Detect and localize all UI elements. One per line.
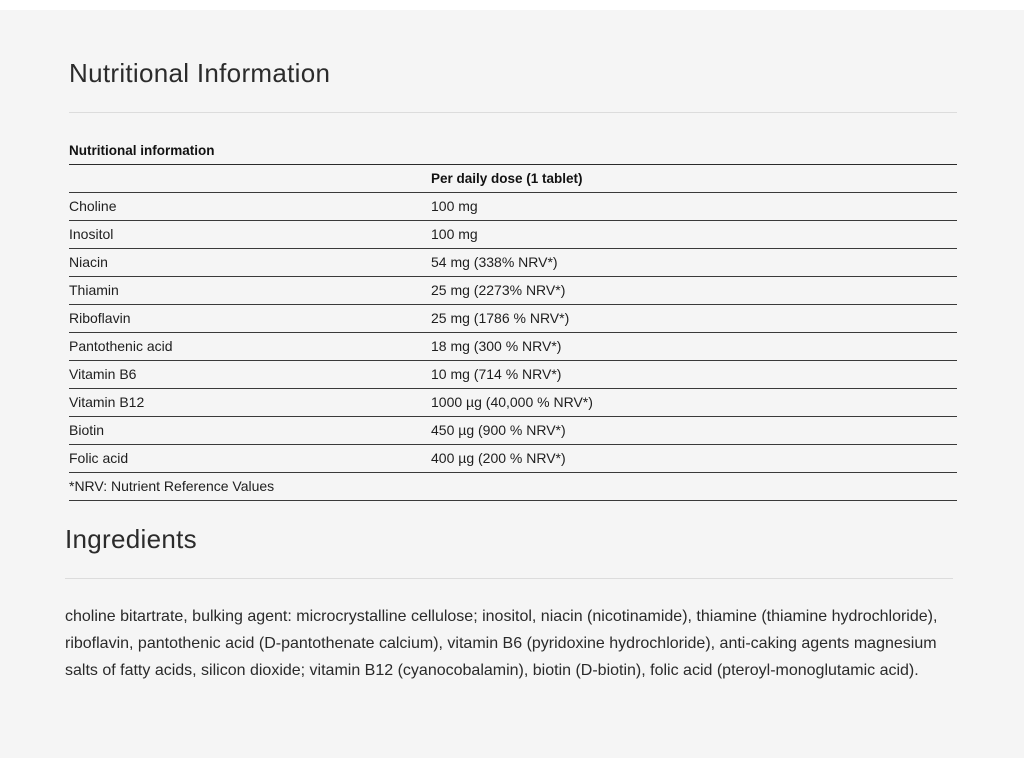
nutrient-name: Vitamin B6: [69, 366, 137, 382]
nutrient-value: 18 mg (300 % NRV*): [431, 338, 562, 354]
nrv-footnote-row: [69, 473, 957, 501]
table-row: [69, 193, 957, 221]
nutrition-table: [69, 142, 957, 501]
table-header-row: [69, 165, 957, 193]
nutrient-value: 54 mg (338% NRV*): [431, 254, 558, 270]
table-row: [69, 389, 957, 417]
nutrient-value: 100 mg: [431, 198, 478, 214]
header-cell-empty: [69, 165, 431, 192]
table-row: [69, 221, 957, 249]
table-row: [69, 361, 957, 389]
table-row: [69, 305, 957, 333]
nutrient-value: 400 µg (200 % NRV*): [431, 450, 566, 466]
nutrient-name: Vitamin B12: [69, 394, 145, 410]
nutrient-value: 100 mg: [431, 226, 478, 242]
nutrient-name: Riboflavin: [69, 310, 131, 326]
nutrient-name: Niacin: [69, 254, 108, 270]
nutrient-name: Biotin: [69, 422, 105, 438]
nutrient-name: Folic acid: [69, 450, 129, 466]
table-row: [69, 445, 957, 473]
table-row: [69, 333, 957, 361]
nrv-footnote: *NRV: Nutrient Reference Values: [69, 478, 275, 494]
nutrient-value: 10 mg (714 % NRV*): [431, 366, 562, 382]
nutrient-value: 450 µg (900 % NRV*): [431, 422, 566, 438]
ingredients-text: choline bitartrate, bulking agent: microcrystalline cellulose; inositol, niacin (nicotinamide), thiamine (thiamine hydrochloride), riboflavin, pantothenic acid (D-pantothenate calcium), vitamin B6 (pyridoxine hydrochloride), anti-caking agents magnesium salts of fatty acids, silicon dioxide; vitamin B12 (cyanocobalamin), biotin (D-biotin), folic acid (pteroyl-monoglutamic acid).: [65, 608, 938, 679]
nutrient-value: 1000 µg (40,000 % NRV*): [431, 394, 593, 410]
nutritional-information-title: Nutritional Information: [69, 58, 331, 88]
nutrient-value: 25 mg (2273% NRV*): [431, 282, 566, 298]
product-info-panel: [0, 10, 1024, 758]
nutrient-name: Thiamin: [69, 282, 119, 298]
table-caption: Nutritional information: [69, 142, 957, 165]
ingredients-title: Ingredients: [65, 524, 197, 554]
column-header-per-daily-dose: Per daily dose (1 tablet): [431, 171, 583, 186]
table-row: [69, 417, 957, 445]
table-row: [69, 277, 957, 305]
nutrient-name: Choline: [69, 198, 117, 214]
nutrient-name: Inositol: [69, 226, 114, 242]
section-divider: [65, 578, 953, 579]
nutrient-name: Pantothenic acid: [69, 338, 173, 354]
table-row: [69, 249, 957, 277]
section-divider: [69, 112, 957, 113]
nutrient-value: 25 mg (1786 % NRV*): [431, 310, 570, 326]
